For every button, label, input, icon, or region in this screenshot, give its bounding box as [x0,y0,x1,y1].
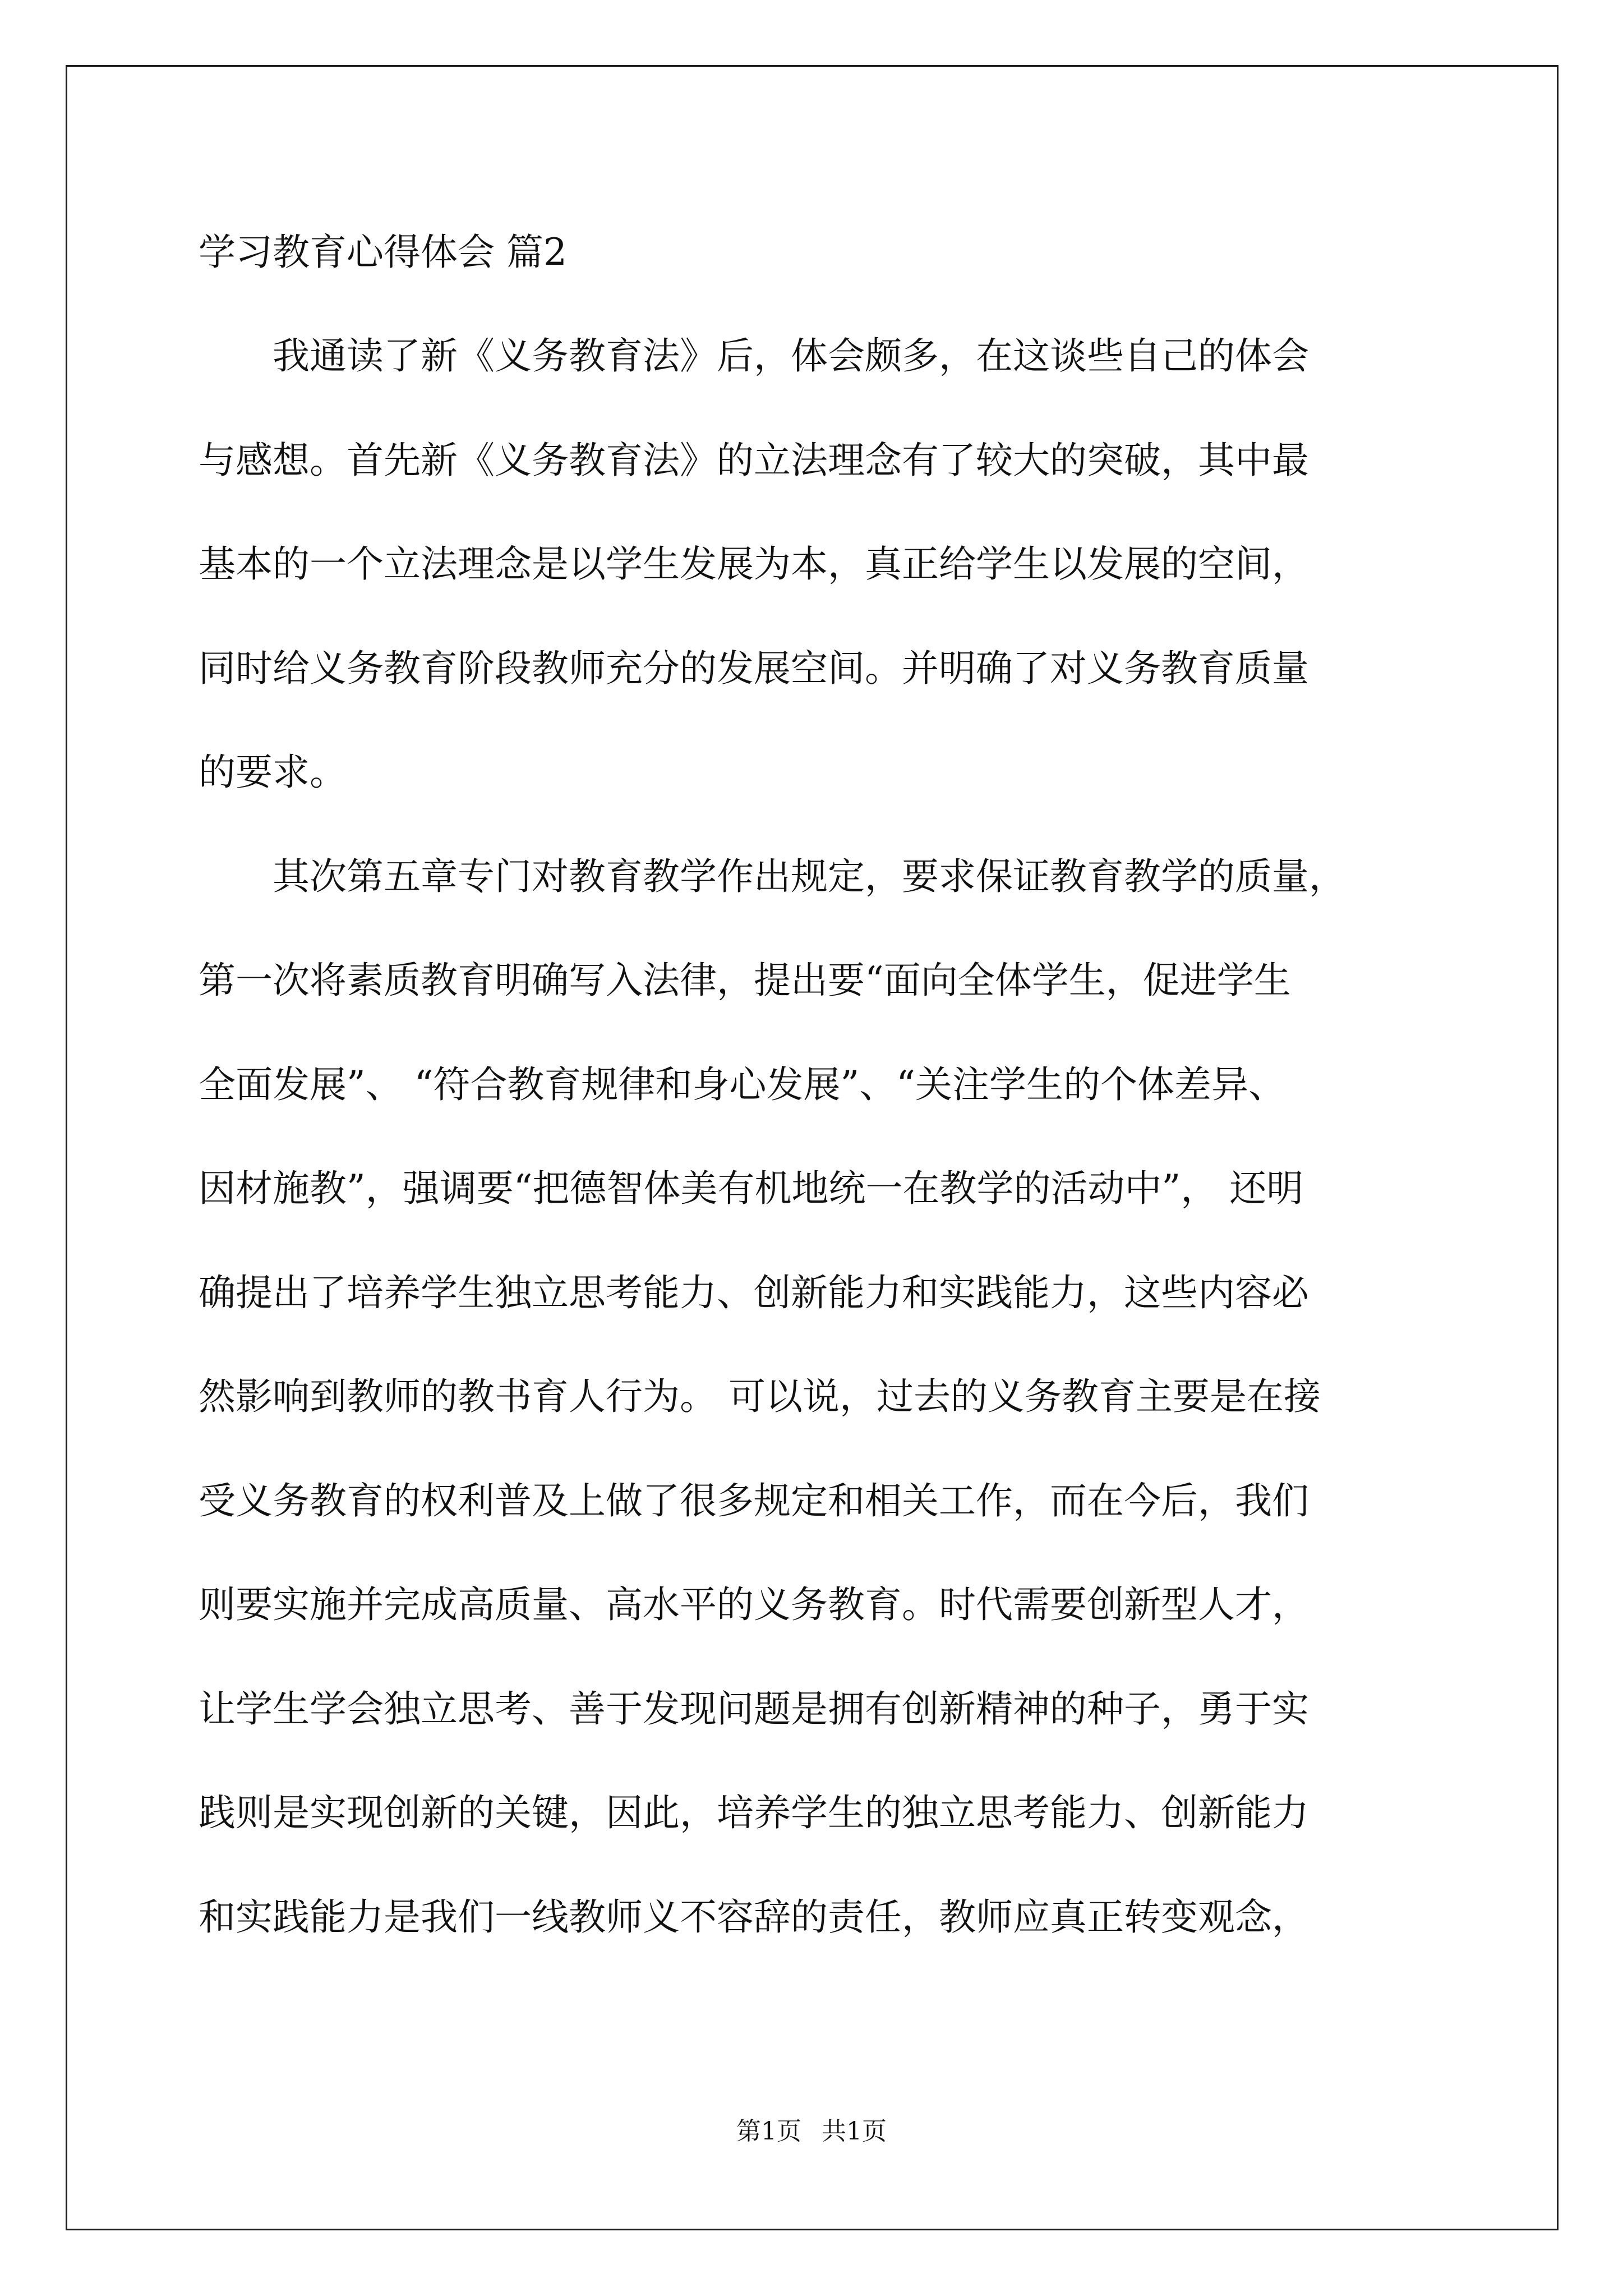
text-line: 然影响到教师的教书育人行为。 可以说，过去的义务教育主要是在接 [199,1375,1321,1418]
page-total: 共1页 [822,2117,887,2146]
text-line: 与感想。首先新《义务教育法》的立法理念有了较大的突破，其中最 [199,439,1309,482]
text-line: 同时给义务教育阶段教师充分的发展空间。并明确了对义务教育质量 [199,647,1309,690]
text-line: 确提出了培养学生独立思考能力、创新能力和实践能力，这些内容必 [199,1271,1309,1314]
text-line: 的要求。 [199,751,347,794]
text-line: 我通读了新《义务教育法》后，体会颇多，在这谈些自己的体会 [199,334,1309,378]
page-footer [0,2115,1623,2148]
page-number: 第1页 [736,2117,801,2146]
text-line: 因材施教”，强调要“把德智体美有机地统一在教学的活动中”， 还明 [199,1167,1304,1210]
text-line: 基本的一个立法理念是以学生发展为本，真正给学生以发展的空间， [199,542,1309,586]
text-line: 第一次将素质教育明确写入法律，提出要“面向全体学生，促进学生 [199,959,1291,1002]
text-line: 全面发展”、 “符合教育规律和身心发展”、“关注学生的个体差异、 [199,1063,1285,1106]
text-line: 让学生学会独立思考、善于发现问题是拥有创新精神的种子，勇于实 [199,1687,1309,1731]
text-line: 和实践能力是我们一线教师义不容辞的责任，教师应真正转变观念， [199,1895,1309,1939]
document-heading: 学习教育心得体会 篇2 [199,231,567,274]
text-line: 则要实施并完成高质量、高水平的义务教育。时代需要创新型人才， [199,1583,1309,1626]
text-line: 践则是实现创新的关键，因此，培养学生的独立思考能力、创新能力 [199,1791,1309,1834]
text-line: 其次第五章专门对教育教学作出规定，要求保证教育教学的质量， [199,855,1346,898]
text-line: 受义务教育的权利普及上做了很多规定和相关工作，而在今后，我们 [199,1479,1309,1522]
